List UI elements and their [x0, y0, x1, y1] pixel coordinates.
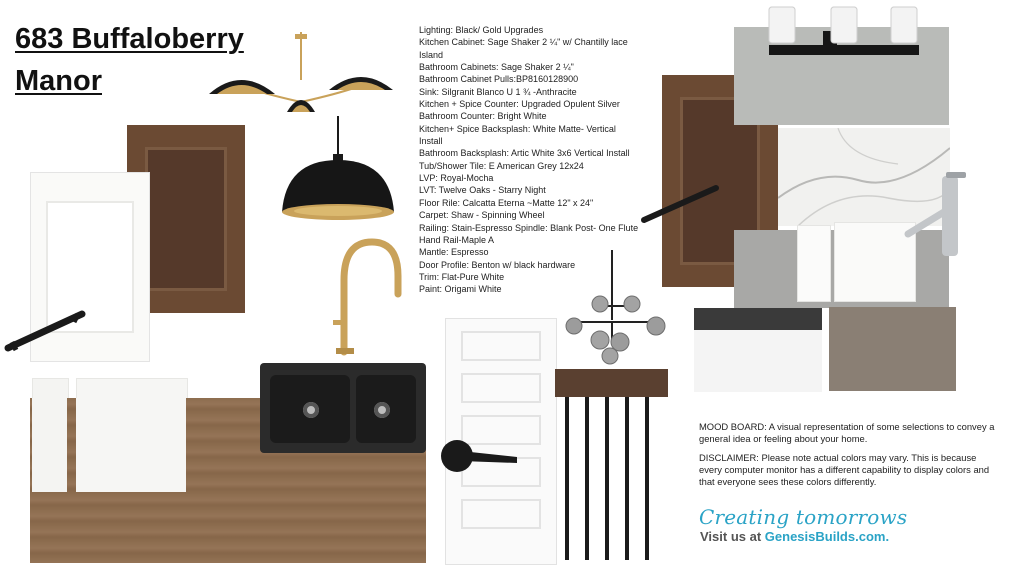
white-counter-swatch — [694, 308, 822, 392]
gold-faucet-image — [330, 236, 408, 356]
pendant-light-image — [278, 116, 398, 222]
bath-cabinet-pull-image — [638, 180, 722, 228]
selection-item: Kitchen + Spice Counter: Upgraded Opulent Silver — [419, 99, 620, 110]
selection-item: LVT: Twelve Oaks - Starry Night — [419, 185, 546, 196]
white-tile-overlay-large — [76, 398, 186, 492]
selection-item: Kitchen Cabinet: Sage Shaker 2 ¼" w/ Chantilly lace — [419, 37, 628, 48]
selection-item: Lighting: Black/ Gold Upgrades — [419, 25, 544, 35]
selection-item: Floor Rile: Calcatta Eterna ~Matte 12" x 24" — [419, 197, 594, 208]
mood-board-note: MOOD BOARD: A visual representation of some selections to convey a general idea or feeling about your home. — [699, 421, 995, 445]
spindle — [585, 397, 589, 560]
selection-item: Kitchen+ Spice Backsplash: White Matte- Vertical — [419, 123, 616, 134]
vanity-light-overlay — [765, 5, 923, 61]
selection-item: Railing: Stain-Espresso Spindle: Blank Post- One Flute — [419, 222, 639, 233]
quartz-counter-swatch — [829, 307, 956, 391]
chandelier-image — [205, 32, 395, 114]
selection-item: Bathroom Cabinet Pulls:BP8160128900 — [419, 74, 579, 85]
brand-tagline: Creating tomorrows — [699, 505, 908, 529]
spindle — [625, 397, 629, 560]
selection-item: Door Profile: Benton w/ black hardware — [419, 259, 576, 270]
brand-visit-line — [700, 529, 889, 544]
spindle — [605, 397, 609, 560]
selection-item: Install — [419, 136, 443, 147]
selection-item: Bathroom Backsplash: Artic White 3x6 Vertical Install — [419, 148, 630, 159]
selection-item: Trim: Flat-Pure White — [419, 271, 505, 282]
selection-item: LVP: Royal-Mocha — [419, 173, 494, 184]
notes-block — [699, 421, 999, 494]
selection-item: Carpet: Shaw - Spinning Wheel — [419, 210, 545, 221]
selection-item: Sink: Silgranit Blanco U 1 ¾ -Anthracite — [419, 86, 577, 97]
selection-item: Hand Rail-Maple A — [419, 234, 495, 245]
visit-prefix: Visit us at — [700, 529, 765, 544]
selection-item: Mantle: Espresso — [419, 247, 489, 258]
black-double-sink-image — [260, 363, 426, 453]
selection-item: Paint: Origami White — [419, 284, 502, 295]
hand-rail-image — [555, 369, 668, 397]
cabinet-pull-image — [2, 304, 88, 356]
website-link[interactable]: GenesisBuilds.com. — [764, 529, 890, 544]
black-door-lever-image — [437, 437, 523, 475]
selection-item: Bathroom Cabinets: Sage Shaker 2 ¼" — [419, 62, 574, 73]
spindle — [645, 397, 649, 560]
title-line-2: Manor — [15, 65, 102, 97]
globe-chandelier-image — [560, 250, 672, 366]
selection-item: Tub/Shower Tile: E American Grey 12x24 — [419, 160, 584, 171]
disclaimer-note: DISCLAIMER: Please note actual colors may vary. This is because every computer monitor has a different capability to display colors and that everyone sees these colors differently. — [699, 451, 990, 488]
spindle — [565, 397, 569, 560]
white-backsplash-tile-small — [797, 225, 831, 302]
selection-item: Bathroom Counter: Bright White — [419, 111, 547, 122]
white-tile-overlay-small — [32, 398, 67, 492]
chrome-faucet-image — [902, 172, 968, 258]
selection-item: Island — [419, 49, 444, 60]
title-line-1: 683 Buffaloberry — [15, 23, 244, 55]
